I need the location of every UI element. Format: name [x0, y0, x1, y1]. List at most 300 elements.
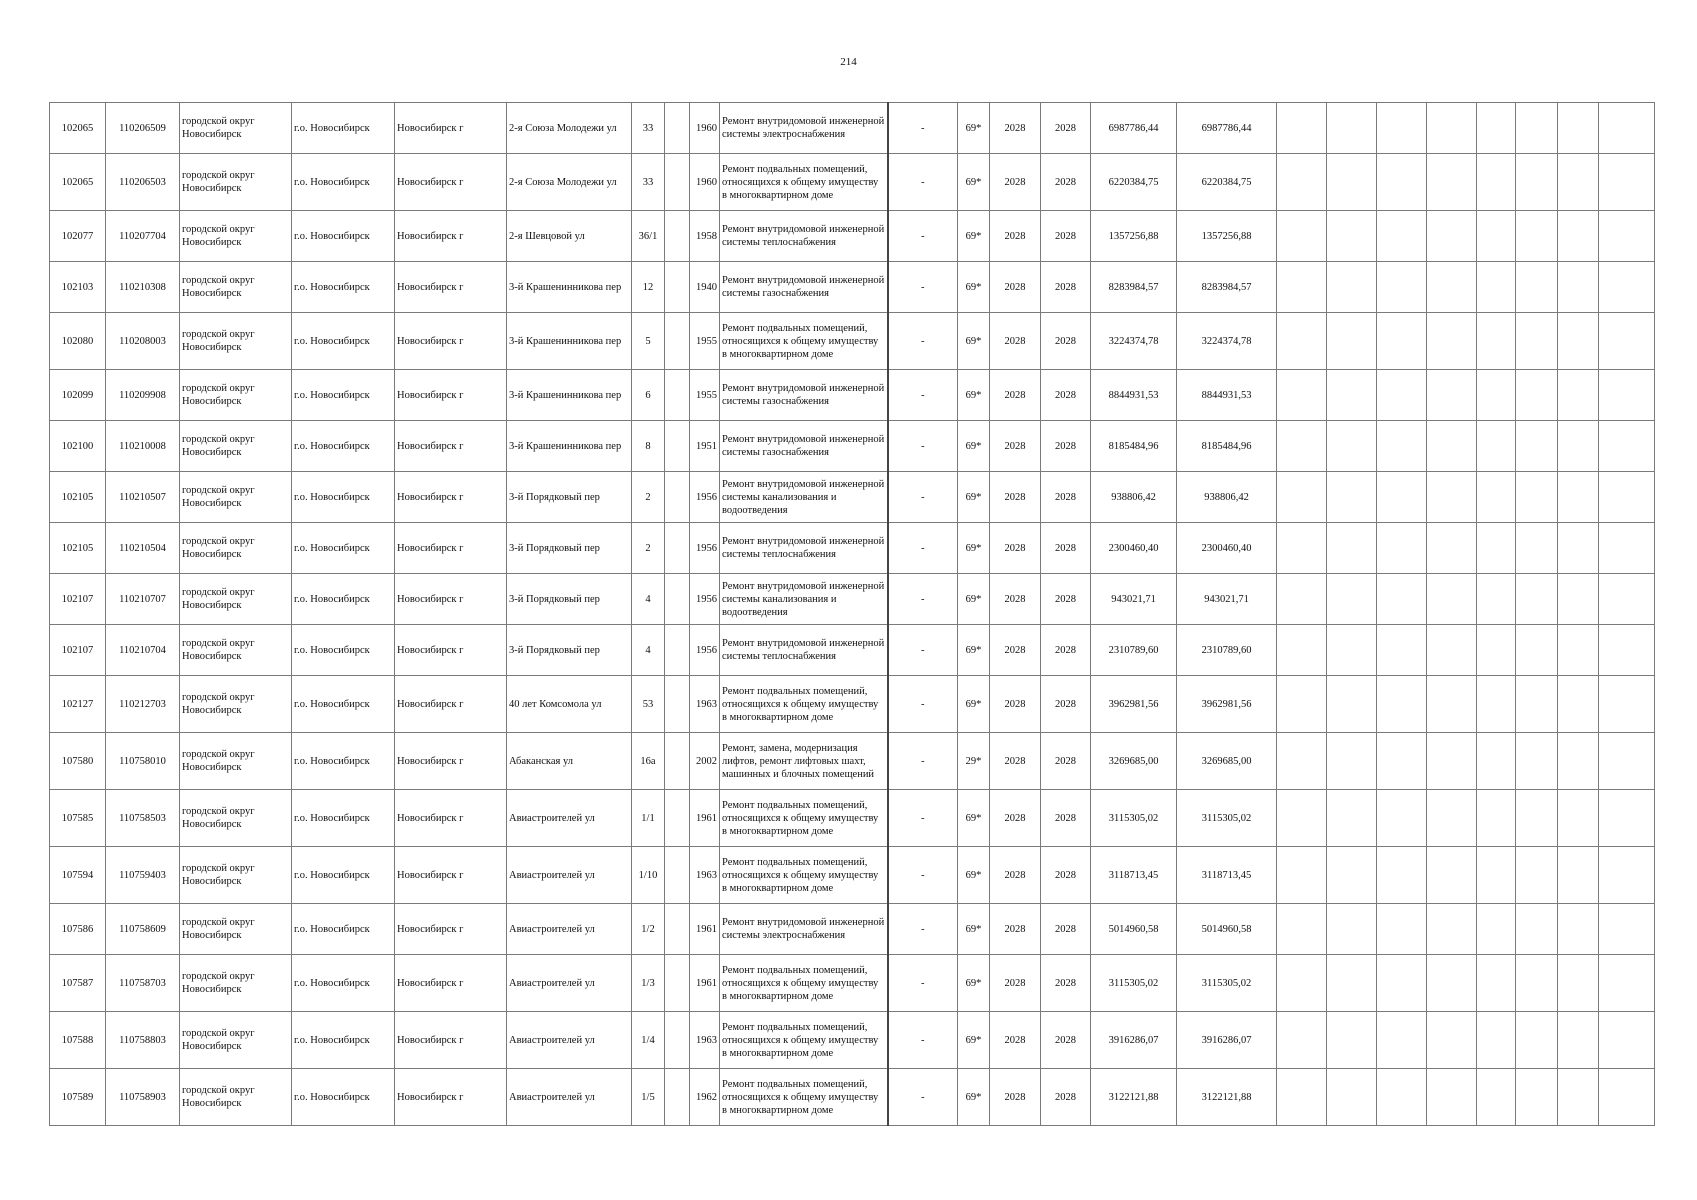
empty-cell	[1277, 790, 1327, 847]
building-extra-cell	[665, 847, 690, 904]
work-code-cell: 110210308	[106, 262, 180, 313]
build-year-cell: 1963	[690, 676, 720, 733]
empty-cell	[1327, 523, 1377, 574]
dash-mark-cell: -	[888, 790, 958, 847]
empty-cell	[1516, 676, 1558, 733]
empty-cell	[1377, 847, 1427, 904]
cost-fund-cell: 3115305,02	[1177, 790, 1277, 847]
empty-cell	[1516, 625, 1558, 676]
work-code-cell: 110210008	[106, 421, 180, 472]
building-extra-cell	[665, 1069, 690, 1126]
building-extra-cell	[665, 421, 690, 472]
record-id-cell: 102100	[50, 421, 106, 472]
record-id-cell: 107594	[50, 847, 106, 904]
locality-cell: Новосибирск г	[395, 1012, 507, 1069]
table-row	[50, 733, 1655, 790]
district-cell: г.о. Новосибирск	[292, 847, 395, 904]
district-cell: г.о. Новосибирск	[292, 1012, 395, 1069]
year-start-cell: 2028	[990, 1012, 1041, 1069]
street-cell: 40 лет Комсомола ул	[507, 676, 632, 733]
municipality-cell: городской округ Новосибирск	[180, 154, 292, 211]
house-number-cell: 1/2	[632, 904, 665, 955]
work-code-cell: 110758703	[106, 955, 180, 1012]
house-number-cell: 16а	[632, 733, 665, 790]
work-type-cell: Ремонт подвальных помещений, относящихся к общему имуществу в многоквартирном доме	[720, 154, 888, 211]
empty-cell	[1477, 574, 1516, 625]
empty-cell	[1277, 421, 1327, 472]
cost-total-cell: 3118713,45	[1091, 847, 1177, 904]
locality-cell: Новосибирск г	[395, 574, 507, 625]
dash-mark-cell: -	[888, 472, 958, 523]
empty-cell	[1558, 370, 1599, 421]
type-code-cell: 69*	[958, 211, 990, 262]
empty-cell	[1477, 676, 1516, 733]
municipality-cell: городской округ Новосибирск	[180, 421, 292, 472]
building-extra-cell	[665, 676, 690, 733]
empty-cell	[1599, 955, 1655, 1012]
street-cell: Авиастроителей ул	[507, 955, 632, 1012]
empty-cell	[1327, 955, 1377, 1012]
year-end-cell: 2028	[1041, 421, 1091, 472]
build-year-cell: 1958	[690, 211, 720, 262]
district-cell: г.о. Новосибирск	[292, 211, 395, 262]
building-extra-cell	[665, 625, 690, 676]
cost-total-cell: 3224374,78	[1091, 313, 1177, 370]
year-end-cell: 2028	[1041, 625, 1091, 676]
cost-fund-cell: 3224374,78	[1177, 313, 1277, 370]
year-start-cell: 2028	[990, 262, 1041, 313]
type-code-cell: 69*	[958, 421, 990, 472]
empty-cell	[1377, 790, 1427, 847]
work-type-cell: Ремонт подвальных помещений, относящихся к общему имуществу в многоквартирном доме	[720, 1069, 888, 1126]
empty-cell	[1377, 103, 1427, 154]
building-extra-cell	[665, 733, 690, 790]
cost-total-cell: 8844931,53	[1091, 370, 1177, 421]
year-start-cell: 2028	[990, 103, 1041, 154]
empty-cell	[1558, 733, 1599, 790]
cost-total-cell: 3115305,02	[1091, 790, 1177, 847]
empty-cell	[1427, 847, 1477, 904]
building-extra-cell	[665, 790, 690, 847]
empty-cell	[1277, 574, 1327, 625]
cost-total-cell: 8283984,57	[1091, 262, 1177, 313]
table-row	[50, 370, 1655, 421]
work-code-cell: 110758010	[106, 733, 180, 790]
street-cell: 2-я Союза Молодежи ул	[507, 103, 632, 154]
empty-cell	[1558, 103, 1599, 154]
build-year-cell: 1955	[690, 313, 720, 370]
cost-total-cell: 938806,42	[1091, 472, 1177, 523]
locality-cell: Новосибирск г	[395, 472, 507, 523]
empty-cell	[1327, 262, 1377, 313]
empty-cell	[1277, 154, 1327, 211]
house-number-cell: 36/1	[632, 211, 665, 262]
empty-cell	[1558, 676, 1599, 733]
cost-fund-cell: 943021,71	[1177, 574, 1277, 625]
house-number-cell: 1/4	[632, 1012, 665, 1069]
record-id-cell: 102080	[50, 313, 106, 370]
year-start-cell: 2028	[990, 676, 1041, 733]
type-code-cell: 69*	[958, 574, 990, 625]
empty-cell	[1327, 211, 1377, 262]
work-type-cell: Ремонт подвальных помещений, относящихся к общему имуществу в многоквартирном доме	[720, 1012, 888, 1069]
type-code-cell: 69*	[958, 472, 990, 523]
cost-fund-cell: 2310789,60	[1177, 625, 1277, 676]
cost-fund-cell: 8844931,53	[1177, 370, 1277, 421]
district-cell: г.о. Новосибирск	[292, 421, 395, 472]
cost-total-cell: 943021,71	[1091, 574, 1177, 625]
locality-cell: Новосибирск г	[395, 1069, 507, 1126]
register-body	[50, 103, 1655, 1126]
empty-cell	[1477, 1012, 1516, 1069]
work-type-cell: Ремонт внутридомовой инженерной системы газоснабжения	[720, 262, 888, 313]
table-row	[50, 472, 1655, 523]
empty-cell	[1599, 421, 1655, 472]
dash-mark-cell: -	[888, 1069, 958, 1126]
build-year-cell: 2002	[690, 733, 720, 790]
empty-cell	[1327, 733, 1377, 790]
empty-cell	[1599, 523, 1655, 574]
municipality-cell: городской округ Новосибирск	[180, 103, 292, 154]
empty-cell	[1277, 733, 1327, 790]
empty-cell	[1427, 523, 1477, 574]
locality-cell: Новосибирск г	[395, 847, 507, 904]
type-code-cell: 69*	[958, 955, 990, 1012]
empty-cell	[1477, 103, 1516, 154]
work-type-cell: Ремонт внутридомовой инженерной системы электроснабжения	[720, 904, 888, 955]
empty-cell	[1516, 370, 1558, 421]
work-type-cell: Ремонт внутридомовой инженерной системы газоснабжения	[720, 370, 888, 421]
year-start-cell: 2028	[990, 733, 1041, 790]
empty-cell	[1427, 211, 1477, 262]
year-start-cell: 2028	[990, 904, 1041, 955]
work-type-cell: Ремонт подвальных помещений, относящихся к общему имуществу в многоквартирном доме	[720, 313, 888, 370]
type-code-cell: 69*	[958, 847, 990, 904]
empty-cell	[1558, 313, 1599, 370]
empty-cell	[1477, 904, 1516, 955]
empty-cell	[1427, 262, 1477, 313]
empty-cell	[1427, 421, 1477, 472]
street-cell: 3-й Крашенинникова пер	[507, 313, 632, 370]
dash-mark-cell: -	[888, 1012, 958, 1069]
dash-mark-cell: -	[888, 676, 958, 733]
cost-total-cell: 8185484,96	[1091, 421, 1177, 472]
empty-cell	[1327, 790, 1377, 847]
work-code-cell: 110758803	[106, 1012, 180, 1069]
record-id-cell: 102107	[50, 625, 106, 676]
build-year-cell: 1951	[690, 421, 720, 472]
record-id-cell: 102103	[50, 262, 106, 313]
empty-cell	[1327, 472, 1377, 523]
house-number-cell: 1/5	[632, 1069, 665, 1126]
empty-cell	[1327, 847, 1377, 904]
year-start-cell: 2028	[990, 847, 1041, 904]
table-row	[50, 1012, 1655, 1069]
work-type-cell: Ремонт подвальных помещений, относящихся к общему имуществу в многоквартирном доме	[720, 847, 888, 904]
year-end-cell: 2028	[1041, 472, 1091, 523]
empty-cell	[1277, 523, 1327, 574]
street-cell: Авиастроителей ул	[507, 904, 632, 955]
work-code-cell: 110212703	[106, 676, 180, 733]
municipality-cell: городской округ Новосибирск	[180, 313, 292, 370]
locality-cell: Новосибирск г	[395, 625, 507, 676]
empty-cell	[1377, 154, 1427, 211]
dash-mark-cell: -	[888, 955, 958, 1012]
table-row	[50, 790, 1655, 847]
cost-fund-cell: 3115305,02	[1177, 955, 1277, 1012]
empty-cell	[1427, 472, 1477, 523]
work-type-cell: Ремонт подвальных помещений, относящихся к общему имуществу в многоквартирном доме	[720, 676, 888, 733]
district-cell: г.о. Новосибирск	[292, 103, 395, 154]
empty-cell	[1558, 1069, 1599, 1126]
district-cell: г.о. Новосибирск	[292, 370, 395, 421]
type-code-cell: 29*	[958, 733, 990, 790]
dash-mark-cell: -	[888, 625, 958, 676]
cost-total-cell: 6987786,44	[1091, 103, 1177, 154]
empty-cell	[1377, 523, 1427, 574]
empty-cell	[1377, 733, 1427, 790]
empty-cell	[1477, 955, 1516, 1012]
empty-cell	[1516, 262, 1558, 313]
year-end-cell: 2028	[1041, 313, 1091, 370]
empty-cell	[1377, 574, 1427, 625]
empty-cell	[1277, 370, 1327, 421]
street-cell: 3-й Порядковый пер	[507, 523, 632, 574]
table-row	[50, 262, 1655, 313]
year-end-cell: 2028	[1041, 955, 1091, 1012]
house-number-cell: 8	[632, 421, 665, 472]
municipality-cell: городской округ Новосибирск	[180, 676, 292, 733]
work-type-cell: Ремонт внутридомовой инженерной системы теплоснабжения	[720, 211, 888, 262]
cost-fund-cell: 3962981,56	[1177, 676, 1277, 733]
building-extra-cell	[665, 904, 690, 955]
municipality-cell: городской округ Новосибирск	[180, 625, 292, 676]
empty-cell	[1277, 955, 1327, 1012]
type-code-cell: 69*	[958, 103, 990, 154]
municipality-cell: городской округ Новосибирск	[180, 955, 292, 1012]
building-extra-cell	[665, 313, 690, 370]
year-start-cell: 2028	[990, 211, 1041, 262]
build-year-cell: 1956	[690, 523, 720, 574]
street-cell: 2-я Союза Молодежи ул	[507, 154, 632, 211]
dash-mark-cell: -	[888, 574, 958, 625]
empty-cell	[1516, 955, 1558, 1012]
empty-cell	[1599, 574, 1655, 625]
work-type-cell: Ремонт внутридомовой инженерной системы электроснабжения	[720, 103, 888, 154]
empty-cell	[1327, 1012, 1377, 1069]
empty-cell	[1516, 421, 1558, 472]
type-code-cell: 69*	[958, 1069, 990, 1126]
empty-cell	[1327, 421, 1377, 472]
empty-cell	[1377, 313, 1427, 370]
empty-cell	[1477, 421, 1516, 472]
empty-cell	[1277, 472, 1327, 523]
cost-fund-cell: 6987786,44	[1177, 103, 1277, 154]
empty-cell	[1477, 211, 1516, 262]
house-number-cell: 12	[632, 262, 665, 313]
type-code-cell: 69*	[958, 523, 990, 574]
building-extra-cell	[665, 1012, 690, 1069]
empty-cell	[1327, 103, 1377, 154]
empty-cell	[1599, 154, 1655, 211]
cost-fund-cell: 8283984,57	[1177, 262, 1277, 313]
cost-fund-cell: 1357256,88	[1177, 211, 1277, 262]
work-type-cell: Ремонт подвальных помещений, относящихся к общему имуществу в многоквартирном доме	[720, 955, 888, 1012]
empty-cell	[1277, 904, 1327, 955]
table-row	[50, 676, 1655, 733]
empty-cell	[1277, 313, 1327, 370]
empty-cell	[1377, 904, 1427, 955]
empty-cell	[1558, 574, 1599, 625]
table-row	[50, 103, 1655, 154]
type-code-cell: 69*	[958, 370, 990, 421]
empty-cell	[1477, 847, 1516, 904]
cost-total-cell: 1357256,88	[1091, 211, 1177, 262]
empty-cell	[1427, 370, 1477, 421]
cost-fund-cell: 3118713,45	[1177, 847, 1277, 904]
municipality-cell: городской округ Новосибирск	[180, 262, 292, 313]
year-end-cell: 2028	[1041, 676, 1091, 733]
work-type-cell: Ремонт внутридомовой инженерной системы газоснабжения	[720, 421, 888, 472]
cost-total-cell: 5014960,58	[1091, 904, 1177, 955]
empty-cell	[1516, 1012, 1558, 1069]
street-cell: 3-й Крашенинникова пер	[507, 370, 632, 421]
empty-cell	[1427, 625, 1477, 676]
empty-cell	[1477, 313, 1516, 370]
work-code-cell: 110206503	[106, 154, 180, 211]
table-row	[50, 313, 1655, 370]
build-year-cell: 1962	[690, 1069, 720, 1126]
year-end-cell: 2028	[1041, 103, 1091, 154]
building-extra-cell	[665, 574, 690, 625]
empty-cell	[1558, 847, 1599, 904]
empty-cell	[1558, 523, 1599, 574]
street-cell: Авиастроителей ул	[507, 790, 632, 847]
year-start-cell: 2028	[990, 472, 1041, 523]
dash-mark-cell: -	[888, 421, 958, 472]
empty-cell	[1599, 103, 1655, 154]
street-cell: 2-я Шевцовой ул	[507, 211, 632, 262]
empty-cell	[1377, 1069, 1427, 1126]
dash-mark-cell: -	[888, 154, 958, 211]
empty-cell	[1558, 262, 1599, 313]
municipality-cell: городской округ Новосибирск	[180, 733, 292, 790]
empty-cell	[1427, 313, 1477, 370]
building-extra-cell	[665, 472, 690, 523]
work-code-cell: 110758903	[106, 1069, 180, 1126]
house-number-cell: 2	[632, 472, 665, 523]
table-row	[50, 211, 1655, 262]
cost-total-cell: 2300460,40	[1091, 523, 1177, 574]
year-end-cell: 2028	[1041, 523, 1091, 574]
empty-cell	[1477, 790, 1516, 847]
empty-cell	[1477, 1069, 1516, 1126]
locality-cell: Новосибирск г	[395, 211, 507, 262]
empty-cell	[1477, 625, 1516, 676]
district-cell: г.о. Новосибирск	[292, 574, 395, 625]
empty-cell	[1427, 103, 1477, 154]
municipality-cell: городской округ Новосибирск	[180, 847, 292, 904]
building-extra-cell	[665, 103, 690, 154]
empty-cell	[1477, 262, 1516, 313]
house-number-cell: 6	[632, 370, 665, 421]
empty-cell	[1277, 262, 1327, 313]
record-id-cell: 102107	[50, 574, 106, 625]
building-extra-cell	[665, 154, 690, 211]
build-year-cell: 1961	[690, 790, 720, 847]
year-start-cell: 2028	[990, 625, 1041, 676]
cost-fund-cell: 5014960,58	[1177, 904, 1277, 955]
year-start-cell: 2028	[990, 574, 1041, 625]
street-cell: 3-й Крашенинникова пер	[507, 262, 632, 313]
year-end-cell: 2028	[1041, 733, 1091, 790]
type-code-cell: 69*	[958, 154, 990, 211]
record-id-cell: 102105	[50, 523, 106, 574]
build-year-cell: 1960	[690, 154, 720, 211]
empty-cell	[1377, 421, 1427, 472]
empty-cell	[1516, 154, 1558, 211]
empty-cell	[1599, 1012, 1655, 1069]
year-end-cell: 2028	[1041, 1012, 1091, 1069]
work-code-cell: 110207704	[106, 211, 180, 262]
year-end-cell: 2028	[1041, 154, 1091, 211]
municipality-cell: городской округ Новосибирск	[180, 790, 292, 847]
cost-fund-cell: 8185484,96	[1177, 421, 1277, 472]
dash-mark-cell: -	[888, 313, 958, 370]
empty-cell	[1427, 574, 1477, 625]
cost-fund-cell: 938806,42	[1177, 472, 1277, 523]
type-code-cell: 69*	[958, 904, 990, 955]
empty-cell	[1427, 790, 1477, 847]
locality-cell: Новосибирск г	[395, 313, 507, 370]
empty-cell	[1327, 676, 1377, 733]
table-row	[50, 847, 1655, 904]
year-end-cell: 2028	[1041, 262, 1091, 313]
empty-cell	[1377, 1012, 1427, 1069]
work-type-cell: Ремонт внутридомовой инженерной системы канализования и водоотведения	[720, 472, 888, 523]
locality-cell: Новосибирск г	[395, 370, 507, 421]
type-code-cell: 69*	[958, 625, 990, 676]
record-id-cell: 102065	[50, 103, 106, 154]
building-extra-cell	[665, 523, 690, 574]
locality-cell: Новосибирск г	[395, 790, 507, 847]
empty-cell	[1558, 625, 1599, 676]
empty-cell	[1516, 211, 1558, 262]
house-number-cell: 33	[632, 154, 665, 211]
empty-cell	[1516, 733, 1558, 790]
build-year-cell: 1961	[690, 904, 720, 955]
dash-mark-cell: -	[888, 103, 958, 154]
year-start-cell: 2028	[990, 154, 1041, 211]
locality-cell: Новосибирск г	[395, 523, 507, 574]
empty-cell	[1427, 955, 1477, 1012]
empty-cell	[1327, 313, 1377, 370]
building-extra-cell	[665, 211, 690, 262]
build-year-cell: 1940	[690, 262, 720, 313]
street-cell: Авиастроителей ул	[507, 847, 632, 904]
municipality-cell: городской округ Новосибирск	[180, 472, 292, 523]
year-start-cell: 2028	[990, 1069, 1041, 1126]
dash-mark-cell: -	[888, 904, 958, 955]
cost-total-cell: 6220384,75	[1091, 154, 1177, 211]
empty-cell	[1558, 421, 1599, 472]
empty-cell	[1427, 676, 1477, 733]
locality-cell: Новосибирск г	[395, 955, 507, 1012]
record-id-cell: 102105	[50, 472, 106, 523]
house-number-cell: 33	[632, 103, 665, 154]
cost-fund-cell: 2300460,40	[1177, 523, 1277, 574]
locality-cell: Новосибирск г	[395, 154, 507, 211]
